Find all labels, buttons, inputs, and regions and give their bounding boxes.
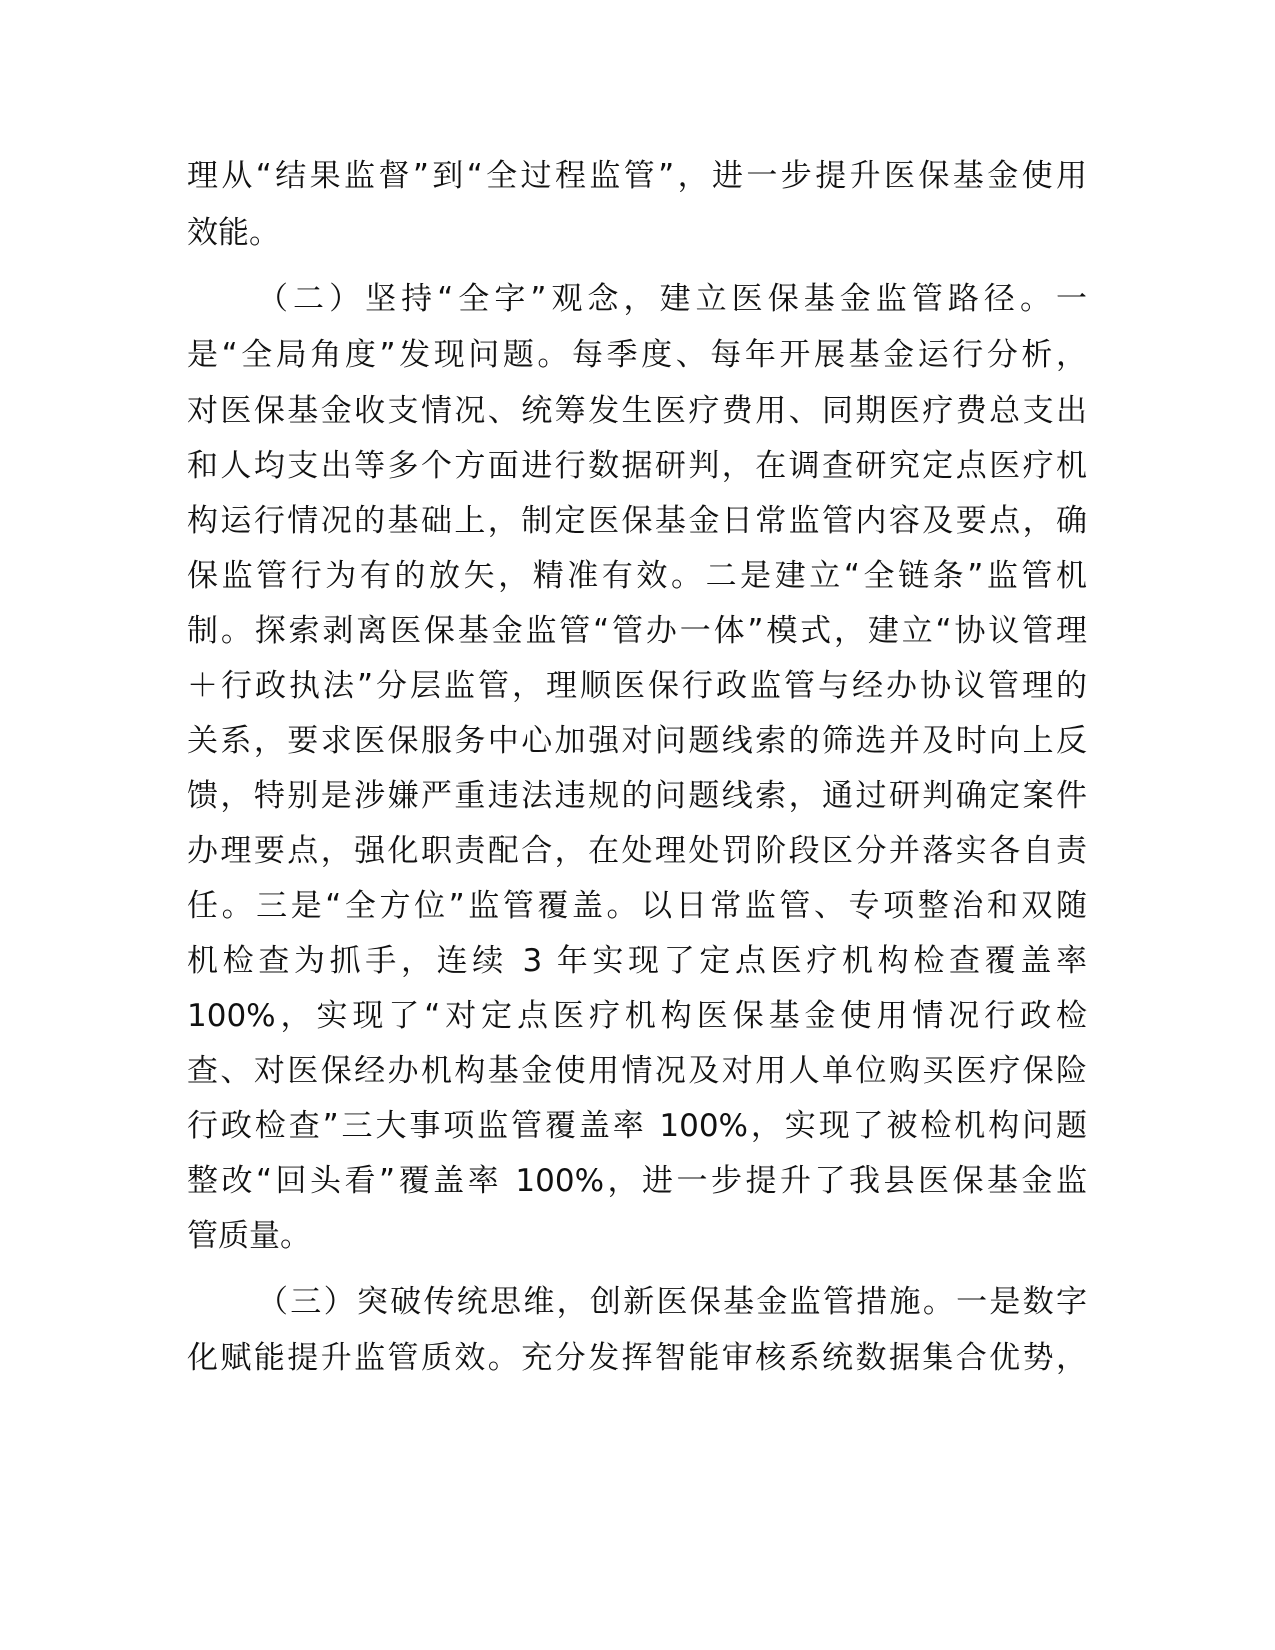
- paragraph-heading-line: （二）坚持“全字”观念，建立医保基金监管路径。一: [257, 281, 1087, 317]
- text-line: 查、对医保经办机构基金使用情况及对用人单位购买医疗保险: [187, 1053, 1087, 1089]
- text-line: 化赋能提升监管质效。充分发挥智能审核系统数据集合优势，: [187, 1340, 1087, 1376]
- text-line: 管质量。: [187, 1218, 311, 1254]
- text-line: 行政检查”三大事项监管覆盖率 100%，实现了被检机构问题: [187, 1108, 1087, 1144]
- text-line: 对医保基金收支情况、统筹发生医疗费用、同期医疗费总支出: [187, 393, 1087, 429]
- text-line: 是“全局角度”发现问题。每季度、每年开展基金运行分析，: [187, 337, 1087, 373]
- paragraph-heading-line: （三）突破传统思维，创新医保基金监管措施。一是数字: [257, 1284, 1087, 1320]
- text-line: 办理要点，强化职责配合，在处理处罚阶段区分并落实各自责: [187, 833, 1087, 869]
- text-line: 馈，特别是涉嫌严重违法违规的问题线索，通过研判确定案件: [187, 778, 1087, 814]
- text-line: 保监管行为有的放矢，精准有效。二是建立“全链条”监管机: [187, 558, 1087, 594]
- text-line: 理从“结果监督”到“全过程监管”，进一步提升医保基金使用: [187, 158, 1087, 194]
- text-line: 关系，要求医保服务中心加强对问题线索的筛选并及时向上反: [187, 723, 1087, 759]
- text-line: 任。三是“全方位”监管覆盖。以日常监管、专项整治和双随: [187, 888, 1087, 924]
- text-line: 机检查为抓手，连续 3 年实现了定点医疗机构检查覆盖率: [187, 943, 1087, 979]
- text-line: ＋行政执法”分层监管，理顺医保行政监管与经办协议管理的: [187, 668, 1087, 704]
- text-line: 构运行情况的基础上，制定医保基金日常监管内容及要点，确: [187, 503, 1087, 539]
- text-line: 制。探索剥离医保基金监管“管办一体”模式，建立“协议管理: [187, 613, 1087, 649]
- text-line: 和人均支出等多个方面进行数据研判，在调查研究定点医疗机: [187, 448, 1087, 484]
- text-line: 效能。: [187, 215, 280, 251]
- text-line: 整改“回头看”覆盖率 100%，进一步提升了我县医保基金监: [187, 1163, 1087, 1199]
- text-line: 100%，实现了“对定点医疗机构医保基金使用情况行政检: [187, 998, 1087, 1034]
